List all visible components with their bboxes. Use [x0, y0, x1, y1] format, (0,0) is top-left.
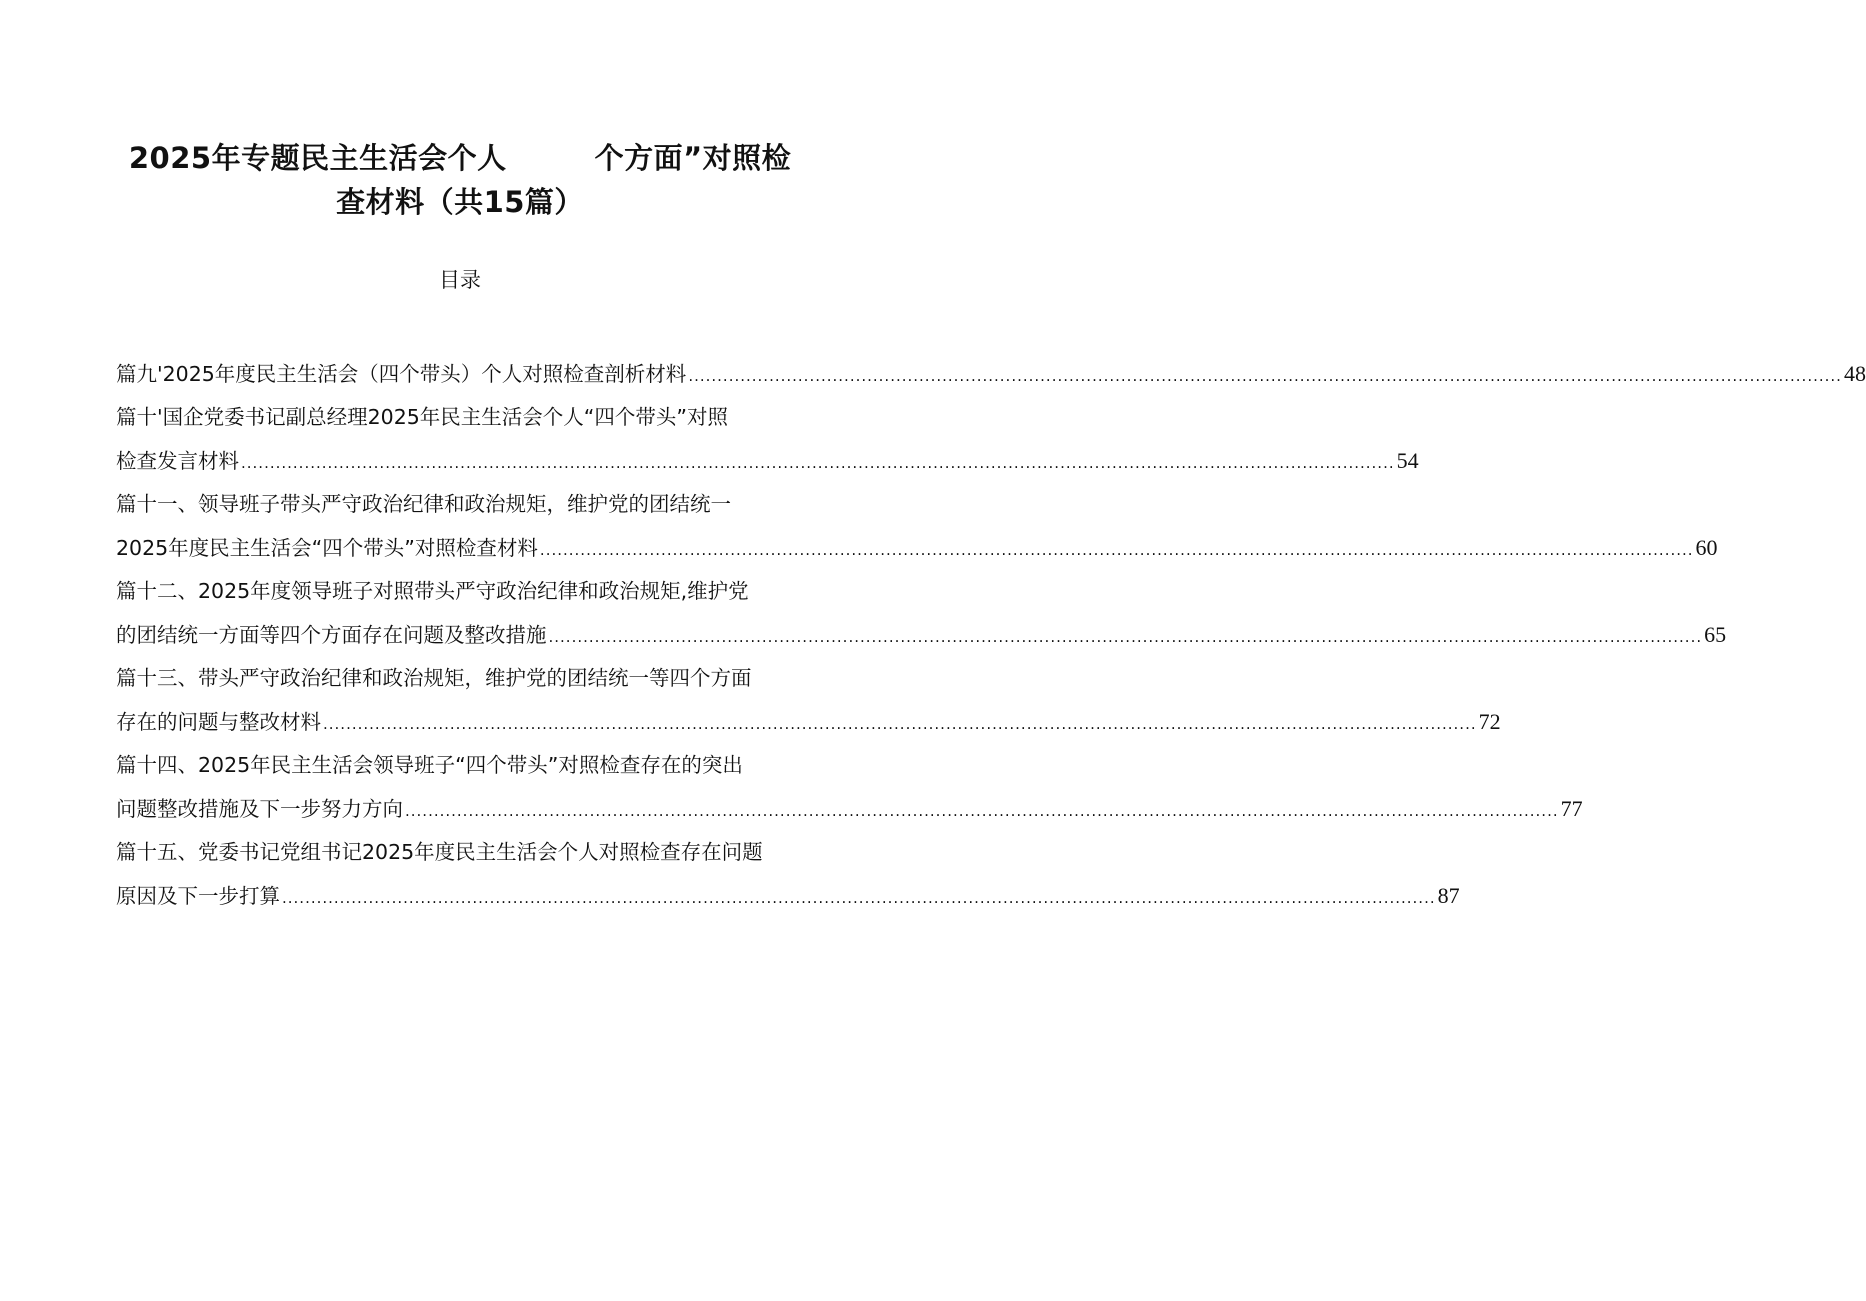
toc-entry-last-line [116, 439, 1419, 483]
toc-page-number: 65 [1704, 622, 1727, 647]
toc-page-number: 60 [1695, 535, 1718, 560]
toc-leader-dots: ........................................................................................................................................................................................................ [405, 802, 1559, 820]
toc-entry-text: 的团结统一方面等四个方面存在问题及整改措施 [116, 623, 547, 647]
toc-entry-text: 检查发言材料 [116, 449, 239, 473]
toc-entry-text: 篇十二、2025年度领导班子对照带头严守政治纪律和政治规矩,维护党 [116, 578, 749, 603]
toc-entry-last-line [116, 352, 1866, 396]
toc-page-number: 72 [1478, 709, 1501, 734]
document-title-line-1 [100, 136, 820, 180]
toc-page-number: 77 [1560, 796, 1583, 821]
toc-leader-dots: ........................................................................................................................................................................................................ [241, 454, 1395, 472]
toc-entry-text: 篇十五、党委书记党组书记2025年度民主生活会个人对照检查存在问题 [116, 839, 763, 864]
toc-leader-dots: ........................................................................................................................................................................................................ [688, 367, 1842, 385]
toc-page-number: 48 [1843, 361, 1866, 386]
toc-entry-text: 篇九'2025年度民主生活会（四个带头）个人对照检查剖析材料 [116, 362, 687, 386]
toc-entry-text: 2025年度民主生活会“四个带头”对照检查材料 [116, 536, 538, 560]
toc-entry-last-line [116, 787, 1583, 831]
table-of-contents [116, 352, 1866, 918]
toc-entry-text: 篇十三、带头严守政治纪律和政治规矩，维护党的团结统一等四个方面 [116, 665, 752, 690]
toc-entry[interactable] [116, 570, 1727, 657]
toc-entry-last-line [116, 700, 1501, 744]
toc-leader-dots: ........................................................................................................................................................................................................ [548, 628, 1703, 646]
toc-entry-text: 篇十一、领导班子带头严守政治纪律和政治规矩，维护党的团结统一 [116, 491, 731, 516]
toc-heading: 目录 [439, 268, 481, 292]
toc-entry[interactable] [116, 744, 1583, 831]
toc-entry[interactable] [116, 483, 1718, 570]
toc-entry[interactable] [116, 831, 1460, 918]
toc-entry-text: 篇十'国企党委书记副总经理2025年民主生活会个人“四个带头”对照 [116, 404, 729, 429]
toc-leader-dots: ........................................................................................................................................................................................................ [539, 541, 1694, 559]
toc-entry[interactable] [116, 396, 1419, 483]
title-right-part: 个方面”对照检 [594, 141, 792, 175]
toc-entry-text: 原因及下一步打算 [116, 884, 280, 908]
toc-entry[interactable] [116, 657, 1501, 744]
toc-entry-last-line [116, 526, 1718, 570]
toc-page-number: 87 [1437, 883, 1460, 908]
toc-entry[interactable] [116, 352, 1866, 396]
document-title-line-2: 查材料（共15篇） [336, 185, 584, 219]
title-left-part: 2025年专题民主生活会个人 [128, 141, 507, 175]
toc-entry-text: 问题整改措施及下一步努力方向 [116, 797, 403, 821]
toc-entry-last-line [116, 613, 1727, 657]
toc-entry-text: 篇十四、2025年民主生活会领导班子“四个带头”对照检查存在的突出 [116, 752, 743, 777]
toc-leader-dots: ........................................................................................................................................................................................................ [323, 715, 1477, 733]
toc-page-number: 54 [1396, 448, 1419, 473]
toc-entry-text: 存在的问题与整改材料 [116, 710, 321, 734]
toc-entry-last-line [116, 874, 1460, 918]
toc-leader-dots: ........................................................................................................................................................................................................ [282, 889, 1436, 907]
